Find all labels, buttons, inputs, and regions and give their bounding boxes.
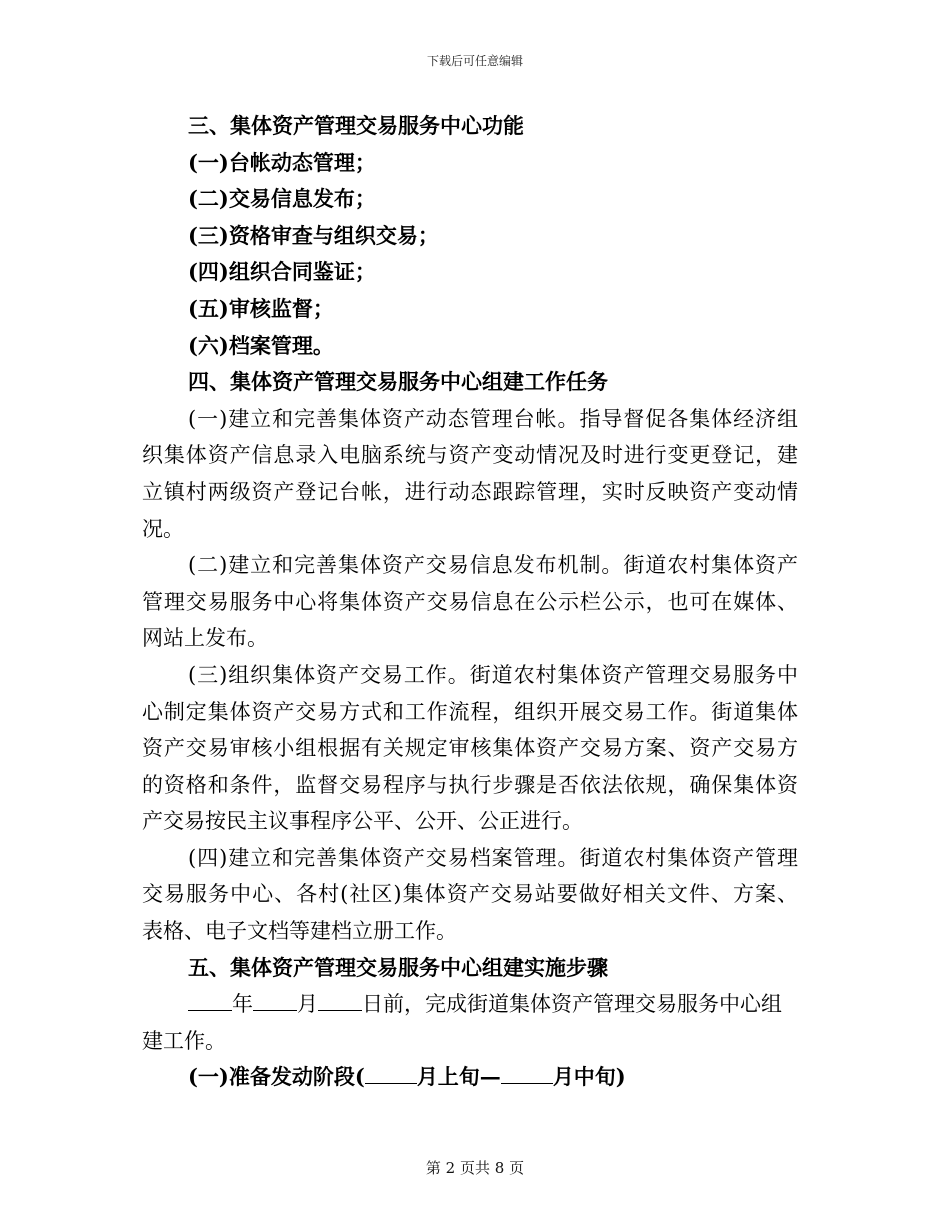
page-footer: 第 2 页共 8 页: [425, 1159, 525, 1177]
section-3-item-6: (六)档案管理。: [188, 332, 334, 358]
stage-mid: 月上旬—: [416, 1064, 501, 1090]
section-3-item-4: (四)组织合同鉴证；: [188, 259, 376, 285]
paragraph-3-line: 的资格和条件，监督交易程序与执行步骤是否依法依规，确保集体资: [142, 772, 798, 797]
page-header: 下载后可任意编辑: [426, 54, 523, 68]
date-year-label: 年: [232, 992, 253, 1017]
date-line-2: 建工作。: [142, 1028, 226, 1053]
section-3-item-2: (二)交易信息发布；: [188, 186, 376, 212]
paragraph-4-line: 表格、电子文档等建档立册工作。: [142, 919, 457, 944]
section-3-item-5: (五)审核监督；: [188, 295, 334, 321]
section-3-item-1: (一)台帐动态管理；: [188, 149, 376, 175]
section-3-title: 三、集体资产管理交易服务中心功能: [188, 113, 524, 138]
blank-underline: [318, 986, 362, 1011]
paragraph-1-line: 织集体资产信息录入电脑系统与资产变动情况及时进行变更登记，建: [142, 443, 798, 468]
paragraph-1-line: 况。: [142, 516, 184, 541]
stage-heading: [142, 1059, 798, 1096]
paragraph-4-line: 交易服务中心、各村(社区)集体资产交易站要做好相关文件、方案、: [142, 882, 798, 907]
date-line: [142, 986, 798, 1023]
paragraph-1-line: 立镇村两级资产登记台帐，进行动态跟踪管理，实时反映资产变动情: [142, 479, 798, 504]
date-rest-text: 日前，完成街道集体资产管理交易服务中心组: [362, 992, 782, 1017]
paragraph-2-line: 管理交易服务中心将集体资产交易信息在公示栏公示，也可在媒体、: [142, 589, 798, 614]
paragraph-1-line: (一)建立和完善集体资产动态管理台帐。指导督促各集体经济组: [188, 406, 798, 431]
blank-underline: [365, 1059, 417, 1084]
paragraph-3-line: 产交易按民主议事程序公平、公开、公正进行。: [142, 809, 583, 834]
blank-underline: [253, 986, 297, 1011]
paragraph-3-line: 资产交易审核小组根据有关规定审核集体资产交易方案、资产交易方: [142, 736, 798, 761]
section-4-title: 四、集体资产管理交易服务中心组建工作任务: [188, 369, 608, 395]
date-month-label: 月: [297, 992, 318, 1017]
stage-suffix: 月中旬): [552, 1064, 626, 1090]
paragraph-3-line: (三)组织集体资产交易工作。街道农村集体资产管理交易服务中: [188, 662, 798, 687]
blank-underline: [188, 986, 232, 1011]
section-3-item-3: (三)资格审查与组织交易；: [188, 222, 439, 248]
paragraph-3-line: 心制定集体资产交易方式和工作流程，组织开展交易工作。街道集体: [142, 699, 798, 724]
paragraph-2-line: (二)建立和完善集体资产交易信息发布机制。街道农村集体资产: [188, 553, 798, 578]
stage-prefix: (一)准备发动阶段(: [188, 1064, 365, 1090]
paragraph-4-line: (四)建立和完善集体资产交易档案管理。街道农村集体资产管理: [188, 845, 798, 870]
blank-underline: [501, 1059, 553, 1084]
section-5-title: 五、集体资产管理交易服务中心组建实施步骤: [188, 954, 608, 980]
paragraph-2-line: 网站上发布。: [142, 626, 268, 651]
document-body: [142, 108, 798, 1096]
